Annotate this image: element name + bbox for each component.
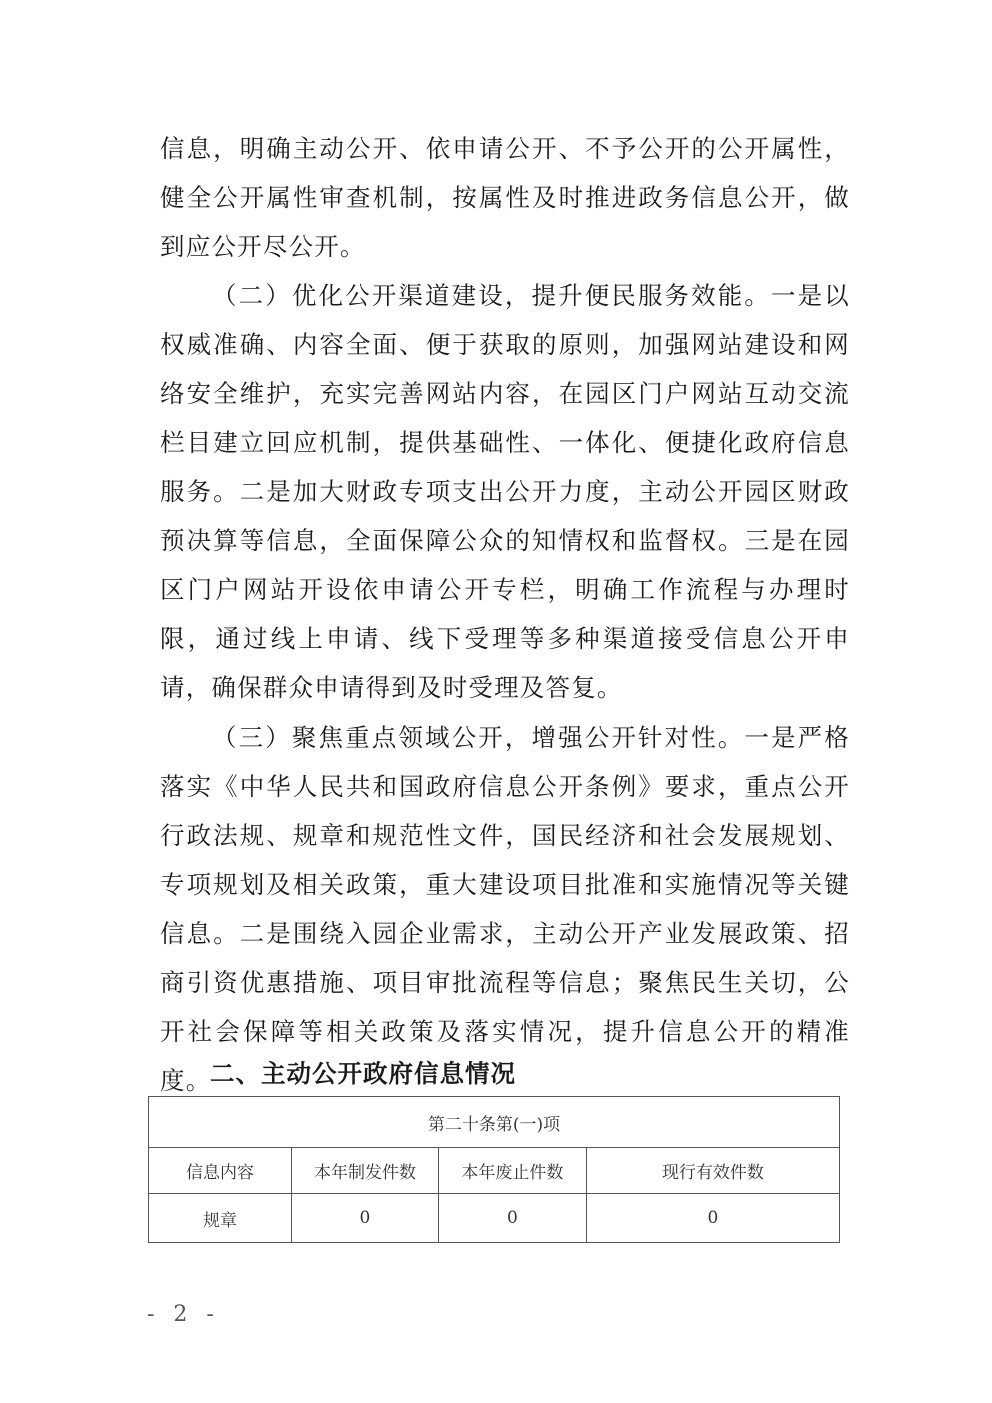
paragraph-text: 信息，明确主动公开、依申请公开、不予公开的公开属性，健全公开属性审查机制，按属性及时推进政务信息公开，做到应公开尽公开。 bbox=[160, 134, 850, 261]
table-title-row bbox=[149, 1097, 840, 1148]
header-info-content: 信息内容 bbox=[149, 1148, 292, 1194]
disclosure-table bbox=[148, 1096, 840, 1243]
cell-abolished-this-year: 0 bbox=[438, 1194, 586, 1243]
paragraph-text: （二）优化公开渠道建设，提升便民服务效能。一是以权威准确、内容全面、便于获取的原则，加强网站建设和网络安全维护，充实完善网站内容，在园区门户网站互动交流栏目建立回应机制，提供基础性、一体化、便捷化政府信息服务。二是加大财政专项支出公开力度，主动公开园区财政预决算等信息，全面保障公众的知情权和监督权。三是在园区门户网站开设依申请公开专栏，明确工作流程与办理时限，通过线上申请、线下受理等多种渠道接受信息公开申请，确保群众申请得到及时受理及答复。 bbox=[160, 281, 850, 702]
table-header-row bbox=[149, 1148, 840, 1194]
header-issued-this-year: 本年制发件数 bbox=[291, 1148, 438, 1194]
paragraph-text: （三）聚焦重点领域公开，增强公开针对性。一是严格落实《中华人民共和国政府信息公开条例》要求，重点公开行政法规、规章和规范性文件，国民经济和社会发展规划、专项规划及相关政策，重大建设项目批准和实施情况等关键信息。二是围绕入园企业需求，主动公开产业发展政策、招商引资优惠措施、项目审批流程等信息；聚焦民生关切，公开社会保障等相关政策及落实情况，提升信息公开的精准度。 bbox=[160, 723, 850, 1095]
paragraph-channel-construction bbox=[160, 271, 850, 712]
table-row bbox=[149, 1194, 840, 1243]
cell-currently-valid: 0 bbox=[586, 1194, 839, 1243]
cell-issued-this-year: 0 bbox=[291, 1194, 438, 1243]
cell-info-content: 规章 bbox=[149, 1194, 292, 1243]
section-heading: 二、主动公开政府信息情况 bbox=[210, 1059, 516, 1088]
header-abolished-this-year: 本年废止件数 bbox=[438, 1148, 586, 1194]
header-currently-valid: 现行有效件数 bbox=[586, 1148, 839, 1194]
paragraph-continuation bbox=[160, 124, 850, 271]
page-number: - 2 - bbox=[147, 1302, 220, 1327]
paragraph-key-areas bbox=[160, 713, 850, 1105]
table-title: 第二十条第(一)项 bbox=[149, 1097, 840, 1148]
